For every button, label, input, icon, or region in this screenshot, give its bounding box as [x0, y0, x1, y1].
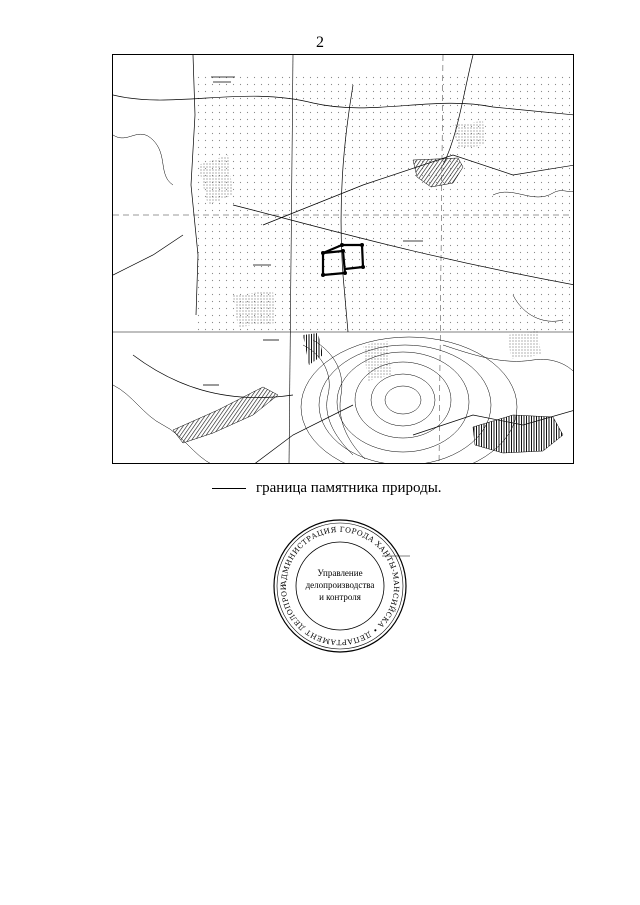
topographic-map	[112, 54, 574, 464]
vegetation-zone	[233, 291, 275, 327]
seal-line-3: и контроля	[319, 592, 361, 602]
settlement-southeast	[473, 415, 563, 453]
map-legend	[212, 478, 442, 498]
seal-line-1: Управление	[317, 568, 363, 578]
official-seal	[270, 516, 410, 656]
legend-boundary-line	[212, 488, 246, 489]
settlement-slope	[303, 333, 323, 365]
seal-ring-text: АДМИНИСТРАЦИЯ ГОРОДА ХАНТЫ-МАНСИЙСКА • ДЕПАРТАМЕНТ ДЕЛОПРОИ	[278, 524, 402, 648]
legend-label: граница памятника природы.	[256, 479, 442, 496]
vegetation-zone	[508, 331, 541, 359]
vegetation-zone	[453, 121, 485, 149]
page-number: 2	[316, 34, 324, 51]
seal-line-2: делопроизводства	[305, 580, 375, 590]
